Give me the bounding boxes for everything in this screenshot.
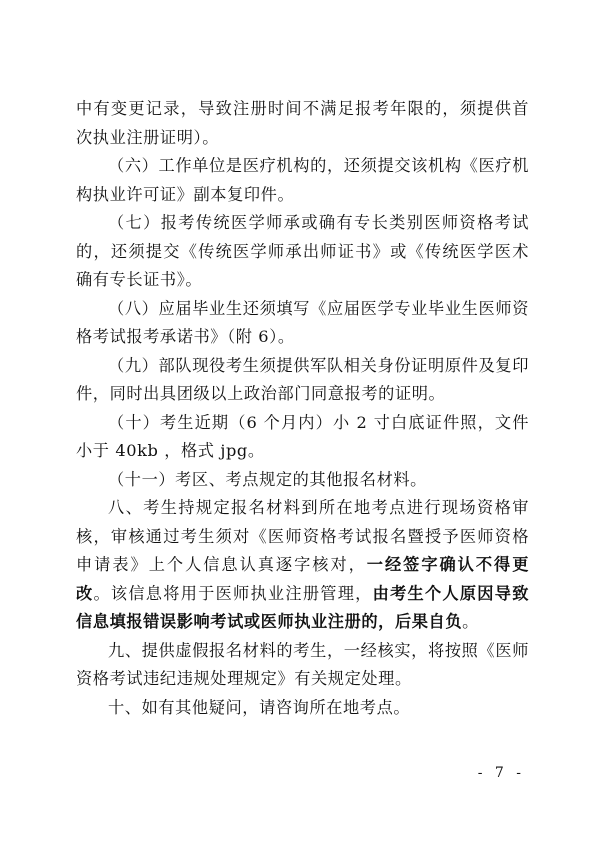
paragraph-item-6: （六）工作单位是医疗机构的，还须提交该机构《医疗机构执业许可证》副本复印件。 xyxy=(76,156,529,204)
page-number: - 7 - xyxy=(477,765,525,781)
section-8-bold-2: 由考生个人原因导致信息填报错误影响考试或医师执业注册的，后果自负 xyxy=(76,583,529,631)
section-8-text-1: 八、考生持规定报名材料到所在地考点进行现场资格审核，审核通过考生须对《医师资格考试报名暨授予医师资格申请表》上个人信息认真逐字核对， xyxy=(76,498,529,574)
paragraph-section-8 xyxy=(76,494,529,637)
paragraph-item-7: （七）报考传统医学师承或确有专长类别医师资格考试的，还须提交《传统医学师承出师证书》或《传统医学医术确有专长证书》。 xyxy=(76,213,529,289)
section-8-text-2: 。该信息将用于医师执业注册管理， xyxy=(93,583,373,603)
section-8-text-3: 。 xyxy=(462,612,479,631)
paragraph-item-11: （十一）考区、考点规定的其他报名材料。 xyxy=(108,469,427,489)
paragraph-item-10: （十）考生近期（6 个月内）小 2 寸白底证件照，文件小于 40kb ，格式 jpg。 xyxy=(76,412,529,460)
paragraph-item-8: （八）应届毕业生还须填写《应届医学专业毕业生医师资格考试报考承诺书》（附 6）。 xyxy=(76,298,529,346)
paragraph-section-9: 九、提供虚假报名材料的考生，一经核实，将按照《医师资格考试违纪违规处理规定》有关规定处理。 xyxy=(76,640,529,688)
paragraph-continuation: 中有变更记录，导致注册时间不满足报考年限的，须提供首次执业注册证明）。 xyxy=(76,99,529,147)
paragraph-item-9: （九）部队现役考生须提供军队相关身份证明原件及复印件，同时出具团级以上政治部门同意报考的证明。 xyxy=(76,355,529,403)
document-body xyxy=(76,95,529,722)
paragraph-section-10: 十、如有其他疑问，请咨询所在地考点。 xyxy=(108,697,411,717)
section-8-bold-1: 一经签字确认不得更改 xyxy=(76,555,529,603)
